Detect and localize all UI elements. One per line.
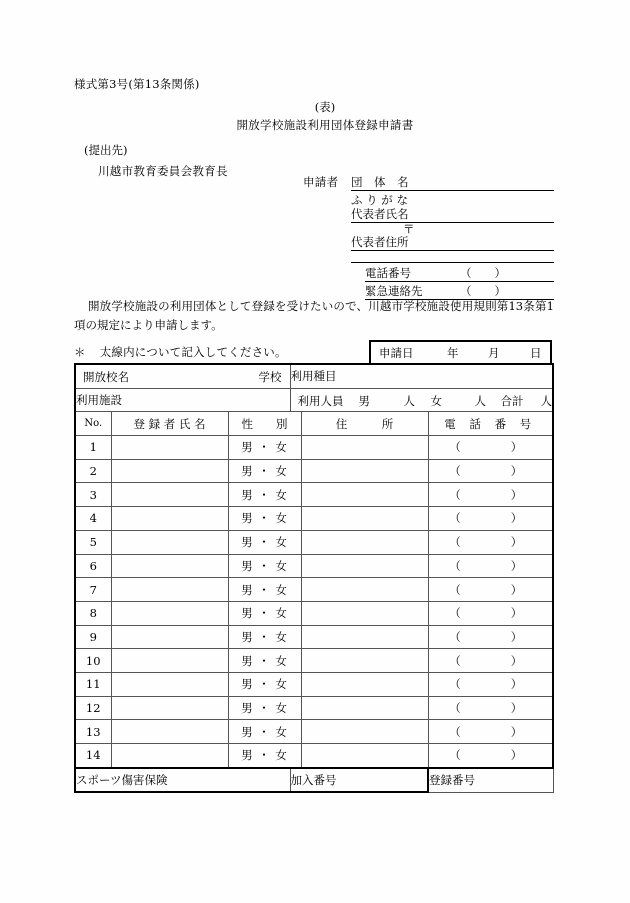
male-label: 男 bbox=[358, 393, 370, 408]
row-name-input[interactable] bbox=[111, 672, 228, 696]
form-number: 様式第3号(第13条関係) bbox=[74, 77, 200, 91]
row-address-input[interactable] bbox=[301, 625, 428, 649]
date-year-label[interactable]: 年 bbox=[447, 346, 459, 360]
row-address-input[interactable] bbox=[301, 554, 428, 578]
furigana-label: ふ り が な bbox=[351, 193, 408, 207]
cell-sports-insurance[interactable]: スポーツ傷害保険 bbox=[75, 768, 290, 793]
row-phone[interactable]: （ ） bbox=[428, 672, 553, 696]
group-name-label: 団 体 名 bbox=[351, 175, 409, 189]
row-gender[interactable]: 男 ・ 女 bbox=[228, 436, 301, 460]
column-header-no: No. bbox=[75, 412, 111, 436]
row-gender[interactable]: 男 ・ 女 bbox=[228, 625, 301, 649]
rep-address-rule[interactable] bbox=[351, 250, 554, 251]
row-phone[interactable]: （ ） bbox=[428, 649, 553, 673]
row-phone[interactable]: （ ） bbox=[428, 720, 553, 744]
rep-name-rule[interactable] bbox=[351, 222, 554, 223]
school-suffix-label: 学校 bbox=[258, 370, 282, 384]
total-unit: 人 bbox=[540, 393, 552, 408]
table-row bbox=[75, 696, 553, 720]
row-gender[interactable]: 男 ・ 女 bbox=[228, 720, 301, 744]
row-phone[interactable]: （ ） bbox=[428, 601, 553, 625]
phone-rule[interactable] bbox=[365, 281, 554, 282]
female-unit: 人 bbox=[474, 393, 486, 408]
row-number: 1 bbox=[75, 436, 111, 460]
row-gender[interactable]: 男 ・ 女 bbox=[228, 530, 301, 554]
table-row bbox=[75, 601, 553, 625]
column-header-name: 登 録 者 氏 名 bbox=[111, 412, 228, 436]
row-number: 4 bbox=[75, 507, 111, 531]
table-row-facility bbox=[75, 388, 553, 412]
page-title: 開放学校施設利用団体登録申請書 bbox=[236, 118, 414, 132]
cell-usage-type[interactable]: 利用種目 bbox=[290, 364, 553, 388]
row-phone[interactable]: （ ） bbox=[428, 483, 553, 507]
table-row bbox=[75, 483, 553, 507]
row-number: 6 bbox=[75, 554, 111, 578]
row-number: 3 bbox=[75, 483, 111, 507]
row-gender[interactable]: 男 ・ 女 bbox=[228, 672, 301, 696]
group-name-rule[interactable] bbox=[351, 190, 554, 191]
submit-to-label: (提出先) bbox=[84, 143, 128, 157]
row-address-input[interactable] bbox=[301, 459, 428, 483]
row-address-input[interactable] bbox=[301, 601, 428, 625]
row-name-input[interactable] bbox=[111, 554, 228, 578]
row-name-input[interactable] bbox=[111, 459, 228, 483]
table-row-school bbox=[75, 364, 553, 388]
row-gender[interactable]: 男 ・ 女 bbox=[228, 744, 301, 768]
school-name-label: 開放校名 bbox=[83, 370, 129, 384]
row-name-input[interactable] bbox=[111, 696, 228, 720]
rep-address-rule-2[interactable] bbox=[351, 262, 554, 263]
row-gender[interactable]: 男 ・ 女 bbox=[228, 601, 301, 625]
row-phone[interactable]: （ ） bbox=[428, 625, 553, 649]
fill-instruction-text: 太線内について記入してください。 bbox=[99, 345, 287, 359]
table-header-row bbox=[75, 412, 553, 436]
date-month-label[interactable]: 月 bbox=[488, 346, 500, 360]
row-gender[interactable]: 男 ・ 女 bbox=[228, 459, 301, 483]
registration-table bbox=[74, 363, 552, 788]
table-row bbox=[75, 720, 553, 744]
row-name-input[interactable] bbox=[111, 649, 228, 673]
asterisk-icon: ＊ bbox=[74, 345, 86, 359]
row-gender[interactable]: 男 ・ 女 bbox=[228, 696, 301, 720]
application-date-label: 申請日 bbox=[379, 346, 414, 360]
phone-label: 電話番号 bbox=[365, 266, 411, 280]
row-address-input[interactable] bbox=[301, 483, 428, 507]
row-address-input[interactable] bbox=[301, 672, 428, 696]
row-gender[interactable]: 男 ・ 女 bbox=[228, 507, 301, 531]
row-number: 5 bbox=[75, 530, 111, 554]
row-address-input[interactable] bbox=[301, 530, 428, 554]
emergency-label: 緊急連絡先 bbox=[365, 284, 423, 298]
table-row bbox=[75, 459, 553, 483]
cell-school-name[interactable] bbox=[75, 364, 290, 388]
column-header-phone: 電 話 番 号 bbox=[428, 412, 553, 436]
application-date-box bbox=[369, 340, 552, 363]
row-name-input[interactable] bbox=[111, 744, 228, 768]
table-row bbox=[75, 578, 553, 602]
row-phone[interactable]: （ ） bbox=[428, 578, 553, 602]
people-label: 利用人員 bbox=[297, 393, 344, 408]
row-number: 9 bbox=[75, 625, 111, 649]
row-address-input[interactable] bbox=[301, 720, 428, 744]
row-number: 7 bbox=[75, 578, 111, 602]
row-number: 13 bbox=[75, 720, 111, 744]
row-phone[interactable]: （ ） bbox=[428, 459, 553, 483]
row-address-input[interactable] bbox=[301, 696, 428, 720]
date-day-label[interactable]: 日 bbox=[530, 346, 542, 360]
cell-facility[interactable]: 利用施設 bbox=[75, 388, 290, 412]
submit-to-recipient: 川越市教育委員会教育長 bbox=[98, 164, 228, 178]
table-row bbox=[75, 507, 553, 531]
row-gender[interactable]: 男 ・ 女 bbox=[228, 578, 301, 602]
table-row bbox=[75, 625, 553, 649]
table-row bbox=[75, 554, 553, 578]
row-name-input[interactable] bbox=[111, 625, 228, 649]
row-phone[interactable]: （ ） bbox=[428, 436, 553, 460]
row-number: 12 bbox=[75, 696, 111, 720]
row-name-input[interactable] bbox=[111, 601, 228, 625]
row-name-input[interactable] bbox=[111, 578, 228, 602]
table-row bbox=[75, 672, 553, 696]
column-header-gender: 性 別 bbox=[228, 412, 301, 436]
row-number: 2 bbox=[75, 459, 111, 483]
cell-policy-number[interactable]: 加入番号 bbox=[290, 768, 428, 793]
row-gender[interactable]: 男 ・ 女 bbox=[228, 554, 301, 578]
row-name-input[interactable] bbox=[111, 436, 228, 460]
row-number: 10 bbox=[75, 649, 111, 673]
sub-title: (表) bbox=[314, 100, 336, 114]
row-phone[interactable]: （ ） bbox=[428, 530, 553, 554]
row-phone[interactable]: （ ） bbox=[428, 696, 553, 720]
row-number: 8 bbox=[75, 601, 111, 625]
table-footer-row bbox=[75, 768, 553, 793]
row-number: 14 bbox=[75, 744, 111, 768]
phone-paren: （ ） bbox=[460, 266, 506, 280]
applicant-label: 申請者 bbox=[303, 175, 339, 189]
postal-mark: 〒 bbox=[403, 222, 415, 236]
row-address-input[interactable] bbox=[301, 649, 428, 673]
rep-name-label: 代表者氏名 bbox=[351, 207, 409, 221]
total-label: 合計 bbox=[500, 393, 524, 408]
row-address-input[interactable] bbox=[301, 744, 428, 768]
row-phone[interactable]: （ ） bbox=[428, 744, 553, 768]
rep-address-label: 代表者住所 bbox=[351, 235, 409, 249]
row-address-input[interactable] bbox=[301, 578, 428, 602]
row-gender[interactable]: 男 ・ 女 bbox=[228, 649, 301, 673]
row-number: 11 bbox=[75, 672, 111, 696]
table-row bbox=[75, 649, 553, 673]
table-row bbox=[75, 436, 553, 460]
row-address-input[interactable] bbox=[301, 507, 428, 531]
emergency-paren: （ ） bbox=[460, 284, 506, 298]
row-name-input[interactable] bbox=[111, 530, 228, 554]
fill-instruction bbox=[74, 344, 287, 360]
male-unit: 人 bbox=[403, 393, 415, 408]
female-label: 女 bbox=[430, 393, 442, 408]
column-header-address: 住 所 bbox=[301, 412, 428, 436]
row-phone[interactable]: （ ） bbox=[428, 554, 553, 578]
row-name-input[interactable] bbox=[111, 507, 228, 531]
cell-people-count[interactable] bbox=[290, 388, 553, 412]
row-name-input[interactable] bbox=[111, 483, 228, 507]
cell-registration-number[interactable]: 登録番号 bbox=[428, 768, 553, 793]
table-row bbox=[75, 744, 553, 768]
row-address-input[interactable] bbox=[301, 436, 428, 460]
row-gender[interactable]: 男 ・ 女 bbox=[228, 483, 301, 507]
table-row bbox=[75, 530, 553, 554]
body-paragraph: 開放学校施設の利用団体として登録を受けたいので、川越市学校施設使用規則第13条第1項の規定により申請します。 bbox=[74, 299, 554, 332]
row-name-input[interactable] bbox=[111, 720, 228, 744]
row-phone[interactable]: （ ） bbox=[428, 507, 553, 531]
